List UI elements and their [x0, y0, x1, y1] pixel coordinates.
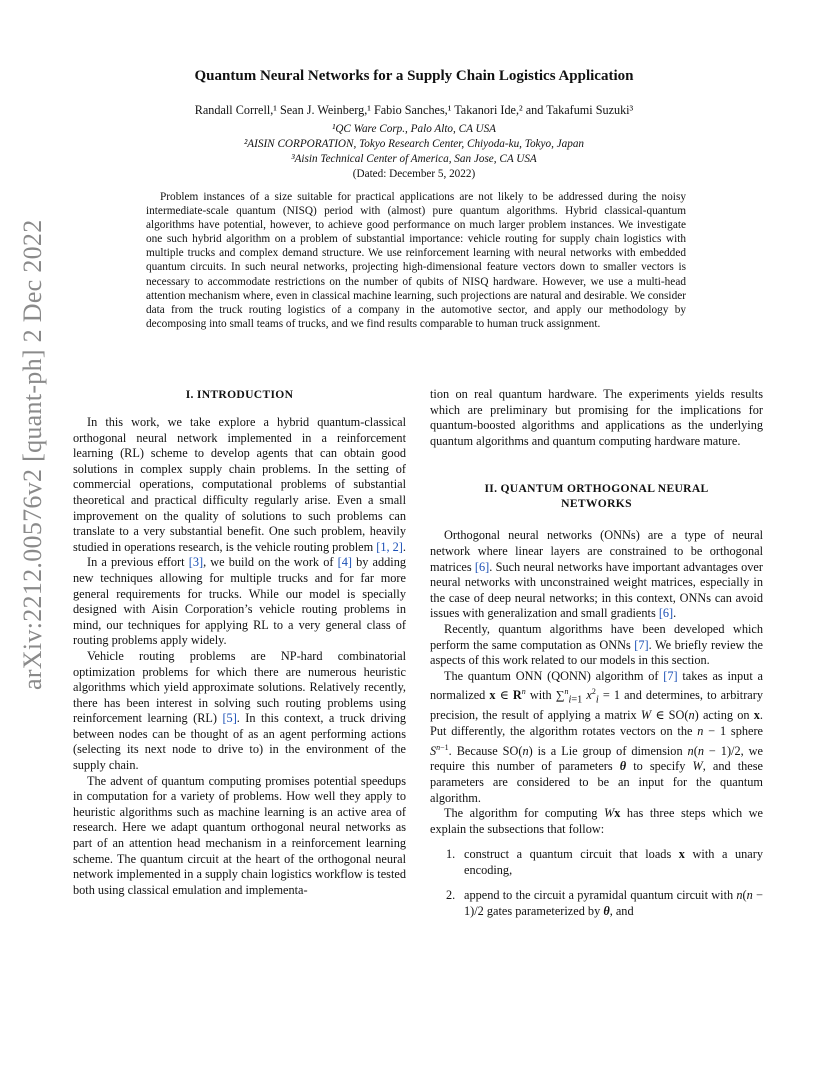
- section-heading-introduction: I. INTRODUCTION: [185, 388, 294, 401]
- citation-link[interactable]: [6]: [474, 559, 490, 574]
- citation-link[interactable]: [4]: [337, 555, 352, 570]
- intro-paragraph-4-continued: tion on real quantum hardware. The experiments yields results which are preliminary but promising for the implications for quantum-boosted algorithms and applications as the underlying quantum algorithms and quantum computing hardware mature.: [430, 387, 763, 448]
- citation-link[interactable]: [1, 2]: [376, 539, 403, 554]
- qonn-paragraph-3: The quantum ONN (QONN) algorithm of [7] takes as input a normalized x ∈ $R^n$ with ∑$^n_{i=1}$ $x^2_i = 1$ and determines, to arbitrary precision, the result of applying a matrix W ∈ SO(n) acting on x. Put differently, the algorithm rotates vectors on the n − 1 sphere $S^{n-1}$. Because SO(n) is a Lie group of dimension n(n − 1)/2, we require this number of parameters θ to specify W, and these parameters are considered to be an input for the quantum algorithm.: [430, 668, 764, 805]
- affiliation-3: ³Aisin Technical Center of America, San Jose, CA USA: [291, 153, 537, 165]
- algorithm-steps-list: [430, 847, 763, 919]
- section-heading-qonn: II. QUANTUM ORTHOGONAL NEURAL NETWORKS: [484, 482, 709, 511]
- list-item: 1. construct a quantum circuit that loads x with a unary encoding,: [446, 847, 763, 877]
- abstract: Problem instances of a size suitable for practical applications are not likely to be addressed during the noisy intermediate-scale quantum (NISQ) period with (almost) pure quantum algorithms. Hybrid classical-quantum algorithms have potential, however, to achieve good performance on much larger problem instances. We investigate one such hybrid algorithm on a problem of substantial importance: vehicle routing for supply chain logistics with multiple trucks and complex demand structure. We use reinforcement learning with neural networks with embedded quantum circuits. In such neural networks, projecting high-dimensional feature vectors down to smaller vectors is necessary to accommodate restrictions on the number of qubits of NISQ hardware. However, we use a multi-head attention mechanism where, even in classical machine learning, such projections are natural and desirable. We consider data from the truck routing logistics of a company in the automotive sector, and apply our methodology by decomposing into small teams of trucks, and we find results comparable to human truck assignment.: [146, 191, 686, 330]
- date-line: (Dated: December 5, 2022): [352, 168, 476, 180]
- intro-paragraph-2: In a previous effort [3], we build on the work of [4] by adding new techniques allowing for multiple trucks and for far more general requirements for trucks. While our model is specially designed with Aisin Corporation’s vehicle routing problems in mind, our techniques for applying RL to a very general class of routing problems apply widely.: [73, 555, 407, 648]
- citation-link[interactable]: [7]: [634, 637, 649, 652]
- citation-link[interactable]: [6]: [658, 606, 674, 621]
- citation-link[interactable]: [7]: [663, 668, 678, 683]
- list-item: 2. append to the circuit a pyramidal quantum circuit with n(n − 1)/2 gates parameterized by θ, and: [446, 888, 763, 919]
- paper-title: Quantum Neural Networks for a Supply Chain Logistics Application: [194, 68, 634, 84]
- qonn-paragraph-1: Orthogonal neural networks (ONNs) are a type of neural network where linear layers are constrained to be orthogonal matrices [6]. Such neural networks have important advantages over neural networks with unconstrained weight matrices, especially in the case of deep neural networks; in this context, ONNs can avoid issues with generalization and small gradients [6].: [430, 528, 763, 621]
- qonn-paragraph-4: The algorithm for computing Wx has three steps which we explain the subsections that follow:: [430, 806, 763, 836]
- intro-paragraph-1: In this work, we take explore a hybrid quantum-classical orthogonal neural network implemented in a reinforcement learning (RL) scheme to develop agents that can obtain good solutions in complex supply chain problems. In the setting of commercial operations, computational problems of substantial theoretical and practical difficulty regularly arise. Even a small improvement on the quality of solutions to such problems can translate to a very substantial benefit. One such problem, heavily studied in operations research, is the vehicle routing problem [1, 2].: [73, 415, 406, 554]
- citation-link[interactable]: [3]: [188, 555, 204, 570]
- right-column: [430, 387, 763, 930]
- affiliation-2: ²AISIN CORPORATION, Tokyo Research Center, Chiyoda-ku, Tokyo, Japan: [243, 138, 585, 150]
- intro-paragraph-3: Vehicle routing problems are NP-hard combinatorial optimization problems for which there are numerous heuristic algorithms which yield approximate solutions. Relatively recently, there has been interest in solving such routing problems using reinforcement learning (RL) [5]. In this context, a truck driving between nodes can be thought of as an agent performing actions (selecting its next node to drive to) in the environment of the supply chain.: [73, 648, 406, 773]
- qonn-paragraph-2: Recently, quantum algorithms have been developed which perform the same computation as ONNs [7]. We briefly review the aspects of this work related to our models in this section.: [430, 621, 763, 668]
- arxiv-identifier: arXiv:2212.00576v2 [quant-ph] 2 Dec 2022: [18, 219, 47, 690]
- authors: Randall Correll,¹ Sean J. Weinberg,¹ Fabio Sanches,¹ Takanori Ide,² and Takafumi Suzuki³: [194, 103, 634, 117]
- intro-paragraph-4: The advent of quantum computing promises potential speedups in computation for a variety of problems. How well they apply to heuristic algorithms such as machine learning is an active area of research. Here we adapt quantum orthogonal neural networks as part of an attention head mechanism in a reinforcement learning scheme. The quantum circuit at the heart of the orthogonal neural network implemented in a supply chain logistics workflow is tested both using classical emulation and implementa-: [73, 773, 406, 897]
- left-column: [73, 387, 406, 898]
- citation-link[interactable]: [5]: [222, 711, 237, 726]
- affiliation-1: ¹QC Ware Corp., Palo Alto, CA USA: [331, 123, 497, 135]
